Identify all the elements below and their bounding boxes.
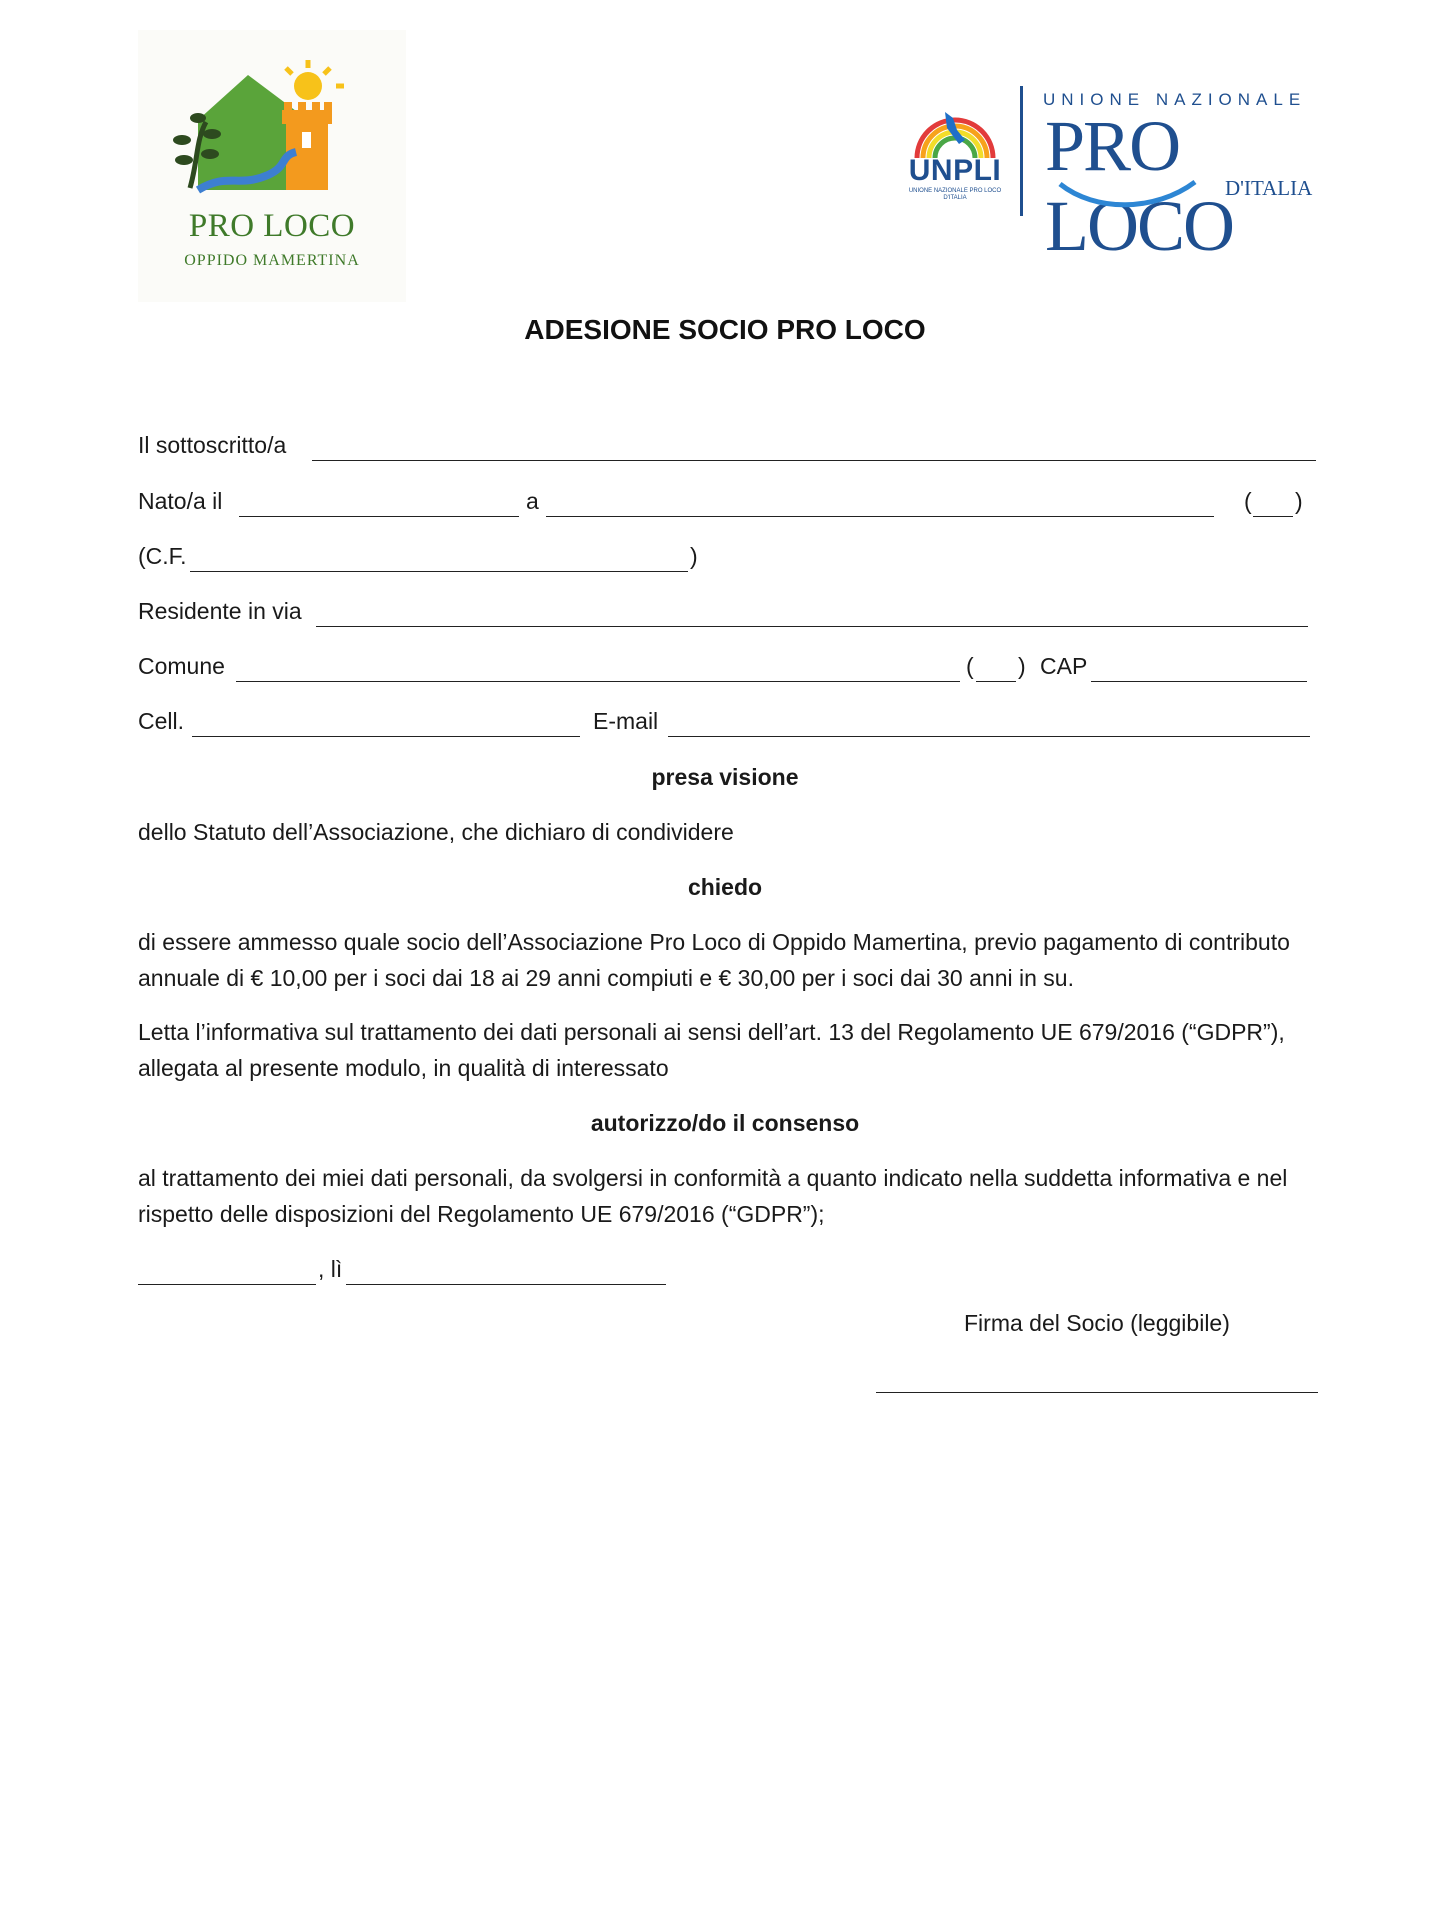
sottoscritto-label: Il sottoscritto/a — [138, 432, 287, 458]
pro-loco-oppido-logo — [138, 30, 406, 302]
unpli-logo — [905, 84, 1325, 266]
autorizzo-heading: autorizzo/do il consenso — [590, 1110, 860, 1136]
comune-label: Comune — [138, 653, 225, 679]
logo-left-subtitle: OPPIDO MAMERTINA — [184, 252, 360, 269]
logo-divider — [1020, 86, 1023, 216]
unpli-small-text: UNIONE NAZIONALE PRO LOCO D'ITALIA — [908, 188, 1002, 201]
cap-label: CAP — [1040, 653, 1088, 679]
nato-label: Nato/a il — [138, 488, 223, 514]
unpli-wordmark: UNPLI — [908, 154, 1002, 187]
chiedo-heading: chiedo — [687, 874, 763, 900]
li-separator: , lì — [318, 1256, 343, 1282]
row-residenza — [138, 598, 1318, 632]
comune-province-field[interactable] — [976, 653, 1016, 682]
data-field[interactable] — [346, 1256, 666, 1285]
logo-left-title: PRO LOCO — [188, 208, 356, 244]
residente-field[interactable] — [316, 598, 1308, 627]
sottoscritto-field[interactable] — [312, 432, 1316, 461]
wave-swoosh-icon — [1055, 174, 1205, 214]
cell-field[interactable] — [192, 708, 580, 737]
ammesso-text: di essere ammesso quale socio dell’Associazione Pro Loco di Oppido Mamertina, previo pagamento di contributo annuale di € 10,00 per i soci dai 18 ai 29 anni compiuti e € 30,00 per i soci dai 30 anni in su. — [138, 929, 1290, 991]
birth-province-field[interactable] — [1253, 488, 1293, 517]
unione-nazionale-text: UNIONE NAZIONALE — [1043, 90, 1307, 109]
row-sottoscritto — [138, 432, 1318, 466]
email-field[interactable] — [668, 708, 1310, 737]
row-comune — [138, 653, 1318, 687]
luogo-field[interactable] — [138, 1256, 316, 1285]
cf-close: ) — [690, 543, 698, 569]
unpli-rainbow-icon — [905, 100, 1005, 160]
comune-field[interactable] — [236, 653, 960, 682]
birth-place-field[interactable] — [546, 488, 1214, 517]
email-label: E-mail — [593, 708, 659, 734]
pro-loco-wordmark: PRO LOCO — [1045, 106, 1233, 266]
trattamento-text: al trattamento dei miei dati personali, da svolgersi in conformità a quanto indicato nella suddetta informativa e nel rispetto delle disposizioni del Regolamento UE 679/2016 (“GDPR”); — [138, 1165, 1288, 1227]
ditalia-text: D'ITALIA — [1225, 176, 1313, 200]
firma-label: Firma del Socio (leggibile) — [964, 1310, 1230, 1336]
firma-field[interactable] — [876, 1364, 1318, 1393]
row-luogo-data — [138, 1256, 738, 1290]
row-nascita — [138, 488, 1318, 522]
row-cf — [138, 543, 1318, 577]
page-title: ADESIONE SOCIO PRO LOCO — [524, 314, 926, 345]
comune-prov-open: ( — [966, 653, 974, 679]
statuto-text: dello Statuto dell’Associazione, che dichiaro di condividere — [138, 819, 734, 845]
row-contatti — [138, 708, 1318, 742]
pro-loco-emblem-icon — [168, 60, 378, 210]
presa-visione-heading: presa visione — [651, 764, 799, 790]
cell-label: Cell. — [138, 708, 185, 734]
cf-field[interactable] — [190, 543, 688, 572]
prov-open: ( — [1244, 488, 1252, 514]
comune-prov-close: ) — [1018, 653, 1026, 679]
birth-date-field[interactable] — [239, 488, 519, 517]
prov-close: ) — [1295, 488, 1303, 514]
cf-label: (C.F. — [138, 543, 187, 569]
residente-label: Residente in via — [138, 598, 302, 624]
a-label: a — [526, 488, 539, 514]
cap-field[interactable] — [1091, 653, 1307, 682]
informativa-text: Letta l’informativa sul trattamento dei dati personali ai sensi dell’art. 13 del Regolamento UE 679/2016 (“GDPR”), allegata al presente modulo, in qualità di interessato — [138, 1019, 1285, 1081]
